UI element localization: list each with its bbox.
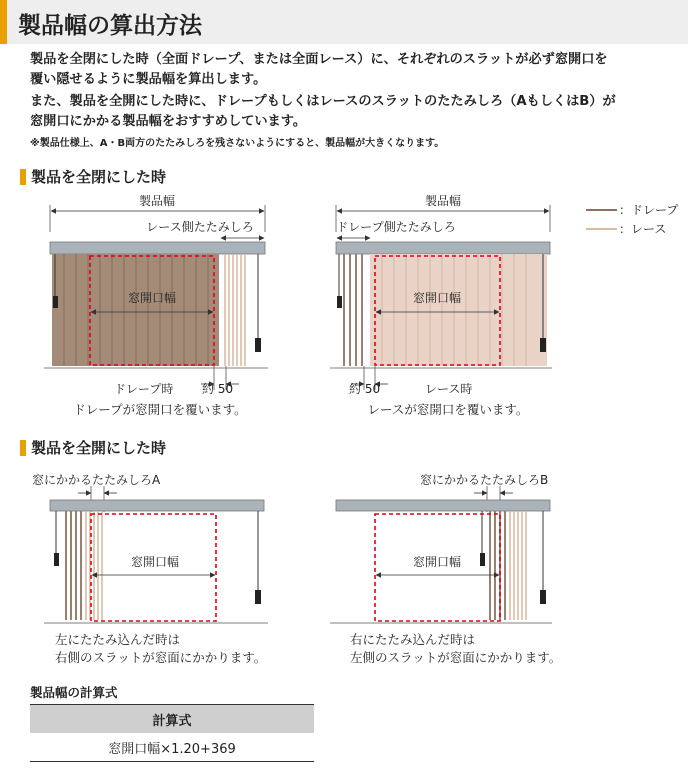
stack-label: ドレープ側たたみしろ <box>336 220 456 234</box>
drape-stack <box>344 254 362 366</box>
drape-panel <box>52 254 219 366</box>
intro-line-4: 窓開口にかかる製品幅をおすすめしています。 <box>30 114 307 129</box>
window-width-label: 窓開口幅 <box>127 291 177 305</box>
caption-open-right-1: 右にたたみ込んだ時は <box>350 632 476 647</box>
caption-open-left <box>55 631 266 667</box>
cord-weight-right <box>255 338 261 352</box>
intro-line-2: 覆い隠せるように製品幅を算出します。 <box>30 72 267 87</box>
rail <box>336 500 550 511</box>
caption-open-right-2: 左側のスラットが窓面にかかります。 <box>350 650 562 665</box>
intro-note: ※製品仕様上、A・B両方のたたみしろを残さないようにすると、製品幅が大きくなります。 <box>30 138 445 149</box>
product-width-label: 製品幅 <box>424 194 462 208</box>
lace-stack <box>225 254 245 366</box>
stack-b-label: 窓にかかるたたみしろB <box>420 473 549 487</box>
rail <box>50 500 264 511</box>
case-label: ドレープ時 <box>114 382 174 396</box>
approx-label: 約 50 <box>349 382 381 396</box>
rail <box>50 242 265 254</box>
diagram-closed-lace <box>330 193 552 396</box>
case-label: レース時 <box>425 382 473 396</box>
formula-heading: 製品幅の計算式 <box>30 685 118 700</box>
lace-stack <box>510 511 526 620</box>
intro-line-3: また、製品を全開にした時に、ドレープもしくはレースのスラットのたたみしろ（AもしくはB）が <box>30 94 616 109</box>
legend <box>586 203 678 236</box>
diagram-closed-drape <box>44 193 268 396</box>
rail <box>336 242 550 254</box>
drape-stack <box>490 511 505 620</box>
cord-weight-right <box>540 590 546 604</box>
caption-closed-lace: レースが窓開口を覆います。 <box>367 402 529 417</box>
section2-title: 製品を全開にした時 <box>31 439 167 457</box>
window-width-label: 窓開口幅 <box>412 291 462 305</box>
drape-weight <box>480 553 485 566</box>
approx-label: 約 50 <box>202 382 234 396</box>
diagram-open-right <box>330 473 552 623</box>
legend-lace-label: ：レース <box>619 222 667 236</box>
product-width-label: 製品幅 <box>138 194 176 208</box>
drape-weight-left <box>53 296 58 308</box>
formula-table <box>30 704 314 762</box>
drape-stack <box>66 511 81 620</box>
legend-drape-label: ：ドレープ <box>619 203 679 217</box>
caption-open-right <box>350 631 561 667</box>
window-width-label: 窓開口幅 <box>412 555 462 569</box>
section1-title: 製品を全閉にした時 <box>31 168 167 186</box>
stack-a-label: 窓にかかるたたみしろA <box>32 473 161 487</box>
caption-open-left-2: 右側のスラットが窓面にかかります。 <box>55 650 267 665</box>
caption-open-left-1: 左にたたみ込んだ時は <box>55 632 181 647</box>
page-title: 製品幅の算出方法 <box>18 13 202 39</box>
stack-label: レース側たたみしろ <box>146 220 254 234</box>
window-width-label: 窓開口幅 <box>130 555 180 569</box>
diagram-open-left <box>32 473 268 623</box>
intro-line-1: 製品を全閉にした時（全面ドレープ、または全面レース）に、それぞれのスラットが必ず窓開口を <box>30 52 608 67</box>
caption-closed-drape: ドレープが窓開口を覆います。 <box>73 402 247 417</box>
formula-value: 窓開口幅×1.20+369 <box>30 733 314 762</box>
formula-column-header: 計算式 <box>30 705 314 734</box>
drape-weight-left <box>337 296 342 308</box>
cord-weight-right <box>540 338 546 352</box>
lace-panel <box>370 254 547 366</box>
drape-weight-left <box>54 553 59 566</box>
lace-stack <box>86 511 102 620</box>
cord-weight-right <box>255 590 261 604</box>
